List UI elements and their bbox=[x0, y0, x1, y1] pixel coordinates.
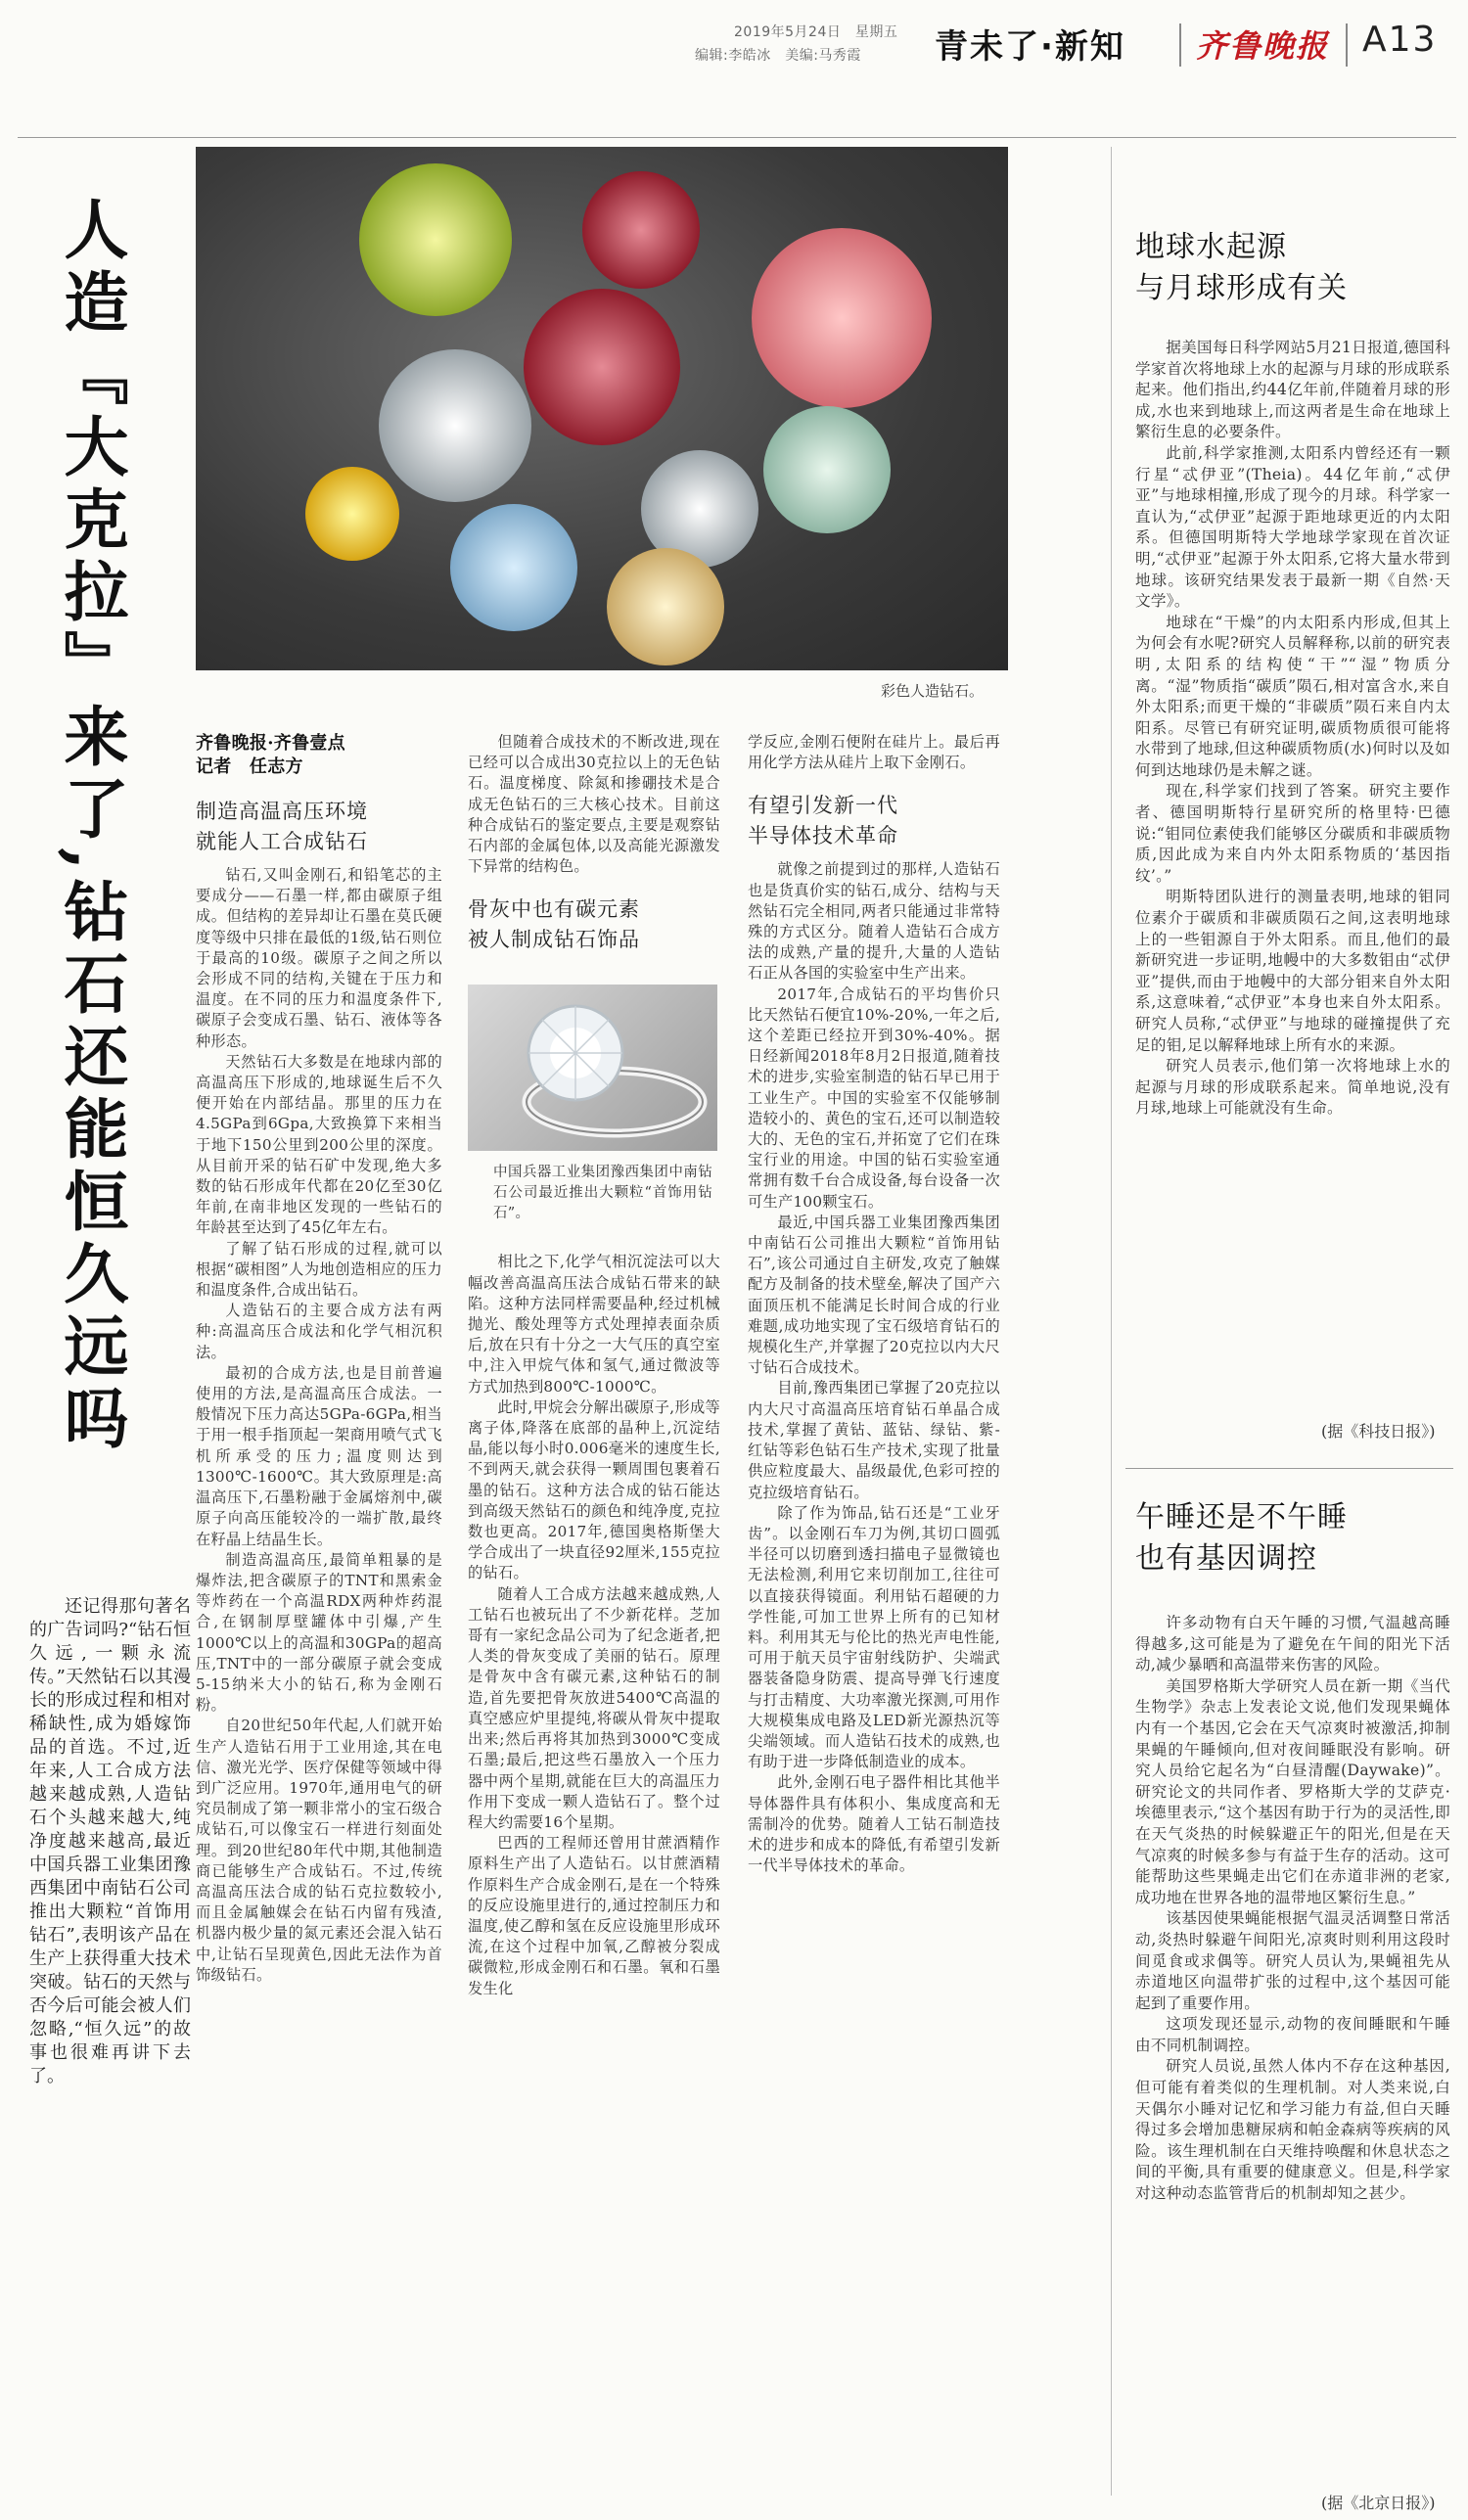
masthead-divider bbox=[1179, 23, 1181, 67]
paragraph: 就像之前提到过的那样,人造钻石也是货真价实的钻石,成分、结构与天然钻石完全相同,两者只能通过非常特殊的方式区分。随着人造钻石合成方法的成熟,产量的提升,大量的人造钻石正从各国的实验室中生产出来。 bbox=[748, 860, 1000, 983]
side2-headline-line1: 午睡还是不午睡 bbox=[1135, 1500, 1348, 1535]
byline-reporter: 记者 任志方 bbox=[196, 756, 303, 777]
paragraph: 学反应,金刚石便附在硅片上。最后再用化学方法从硅片上取下金刚石。 bbox=[748, 733, 1000, 772]
side1-headline bbox=[1135, 227, 1348, 309]
paragraph: 制造高温高压,最简单粗暴的是爆炸法,把含碳原子的TNT和黑索金等炸药在一个高温RDX两种炸药混合,在钢制厚壁罐体中引爆,产生1000℃以上的高温和30GPa的超高压,TNT中的一部分碳原子就会变成5-15纳米大小的钻石,称为金刚石粉。 bbox=[196, 1550, 442, 1715]
byline-outlet: 齐鲁晚报·齐鲁壹点 bbox=[196, 733, 345, 754]
paragraph: 2017年,合成钻石的平均售价只比天然钻石便宜10%-20%,一年之后,这个差距已经拉开到30%-40%。据日经新闻2018年8月2日报道,随着技术的进步,实验室制造的钻石早已用于工业生产。中国的实验室不仅能够制造较小的、黄色的宝石,还可以制造较大的、无色的宝石,并拓宽了它们在珠宝行业的用途。中国的钻石实验室通常拥有数千台合成设备,每台设备一次可生产100颗宝石。 bbox=[748, 985, 1000, 1211]
side2-body bbox=[1135, 1613, 1450, 2205]
masthead-rule bbox=[18, 137, 1456, 138]
ring-photo bbox=[468, 985, 717, 1151]
paragraph: 美国罗格斯大学研究人员在新一期《当代生物学》杂志上发表论文说,他们发现果蝇体内有一个基因,它会在天气凉爽时被激活,抑制果蝇的午睡倾向,但对夜间睡眠没有影响。研究人员给它起名为“白昼清醒(Daywake)”。研究论文的共同作者、罗格斯大学的艾萨克·埃德里表示,“这个基因有助于行为的灵活性,即在天气炎热的时候躲避正午的阳光,但是在天气凉爽的时候多参与有益于生存的活动。这可能帮助这些果蝇走出它们在赤道非洲的老家,成功地在世界各地的温带地区繁衍生息。” bbox=[1135, 1676, 1450, 1906]
masthead-divider bbox=[1346, 23, 1348, 67]
diamonds-illustration bbox=[196, 147, 1008, 670]
section-head-2 bbox=[468, 894, 720, 963]
paragraph: 相比之下,化学气相沉淀法可以大幅改善高温高压法合成钻石带来的缺陷。这种方法同样需要晶种,经过机械抛光、酸处理等方式处理掉表面杂质后,放在只有十分之一大气压的真空室中,注入甲烷气体和氢气,通过微波等方式加热到800℃-1000℃。 bbox=[468, 1253, 720, 1396]
paragraph: 研究人员说,虽然人体内不存在这种基因,但可能有着类似的生理机制。对人类来说,白天偶尔小睡对记忆和学习能力有益,但白天睡得过多会增加患糖尿病和帕金森病等疾病的风险。该生理机制在白天维持唤醒和休息状态之间的平衡,具有重要的健康意义。但是,科学家对这种动态监管背后的机制却知之甚少。 bbox=[1135, 2057, 1450, 2203]
paragraph: 但随着合成技术的不断改进,现在已经可以合成出30克拉以上的无色钻石。温度梯度、除氮和掺硼技术是合成无色钻石的三大核心技术。目前这种合成钻石的鉴定要点,主要是观察钻石内部的金属包体,以及高能光源激发下异常的结构色。 bbox=[468, 733, 720, 876]
side-divider bbox=[1125, 1468, 1453, 1469]
side1-source: (据《科技日报》) bbox=[1321, 1422, 1436, 1441]
side1-headline-line1: 地球水起源 bbox=[1135, 230, 1287, 264]
paragraph: 这项发现还显示,动物的夜间睡眠和午睡由不同机制调控。 bbox=[1135, 2015, 1450, 2054]
paragraph: 最初的合成方法,也是目前普遍使用的方法,是高温高压合成法。一般情况下压力高达5GPa-6GPa,相当于用一根手指顶起一架商用喷气式飞机所承受的压力;温度则达到1300℃-1600℃。其大致原理是:高温高压下,石墨粉融于金属熔剂中,碳原子向高压能较冷的一端扩散,最终在籽晶上结晶生长。 bbox=[196, 1363, 442, 1548]
brand-logo: 齐鲁晚报 bbox=[1196, 27, 1330, 65]
photo-caption: 彩色人造钻石。 bbox=[881, 682, 985, 700]
paragraph: 该基因使果蝇能根据气温灵活调整日常活动,炎热时躲避午间阳光,凉爽时则利用这段时间觅食或求偶等。研究人员认为,果蝇祖先从赤道地区向温带扩张的过程中,这个基因可能起到了重要作用。 bbox=[1135, 1909, 1450, 2012]
paragraph: 人造钻石的主要合成方法有两种:高温高压合成法和化学气相沉积法。 bbox=[196, 1302, 442, 1361]
paragraph: 研究人员表示,他们第一次将地球上水的起源与月球的形成联系起来。简单地说,没有月球,地球上可能就没有生命。 bbox=[1135, 1057, 1450, 1118]
paragraph: 许多动物有白天午睡的习惯,气温越高睡得越多,这可能是为了避免在午间的阳光下活动,减少暴晒和高温带来伤害的风险。 bbox=[1135, 1614, 1450, 1674]
issue-editors: 编辑:李皓冰 美编:马秀霞 bbox=[695, 48, 861, 64]
paragraph: 巴西的工程师还曾用甘蔗酒精作原料生产出了人造钻石。以甘蔗酒精作原料生产合成金刚石,是在一个特殊的反应设施里进行的,通过控制压力和温度,使乙醇和氢在反应设施里形成环流,在这个过程中加氧,乙醇被分裂成碳微粒,形成金刚石和石墨。氧和石墨发生化 bbox=[468, 1834, 720, 1997]
paragraph: 目前,豫西集团已掌握了20克拉以内大尺寸高温高压培育钻石单晶合成技术,掌握了黄钻、蓝钻、绿钻、紫-红钻等彩色钻石生产技术,实现了批量供应粒度最大、晶级最优,色彩可控的克拉级培育钻石。 bbox=[748, 1379, 1000, 1501]
side2-source: (据《北京日报》) bbox=[1321, 2494, 1436, 2512]
section-head-2-line2: 被人制成钻石饰品 bbox=[468, 928, 640, 952]
paragraph: 最近,中国兵器工业集团豫西集团中南钻石公司推出大颗粒“首饰用钻石”,该公司通过自主研发,攻克了触媒配方及制备的技术壁垒,解决了国产六面顶压机不能满足长时间合成的行业难题,成功地实现了宝石级培育钻石的规模化生产,并掌握了20克拉以内大尺寸钻石合成技术。 bbox=[748, 1213, 1000, 1377]
main-headline: 人造『大克拉』来了,钻石还能恒久远吗 bbox=[53, 196, 129, 1457]
page-number: A13 bbox=[1362, 20, 1438, 60]
section-head-3-line2: 半导体技术革命 bbox=[748, 824, 898, 848]
section-head-1 bbox=[196, 797, 442, 865]
article-intro bbox=[29, 1595, 191, 2088]
paragraph: 明斯特团队进行的测量表明,地球的钼同位素介于碳质和非碳质陨石之间,这表明地球上的一些钼源自于外太阳系。而且,他们的最新研究进一步证明,地幔中的大多数钼由“忒伊亚”提供,而由于地幔中的大部分钼来自外太阳系,这意味着,“忒伊亚”本身也来自外太阳系。研究人员称,“忒伊亚”与地球的碰撞提供了充足的钼,足以解释地球上所有水的来源。 bbox=[1135, 888, 1450, 1054]
section-head-2-line1: 骨灰中也有碳元素 bbox=[468, 897, 640, 922]
section-head-1-line1: 制造高温高压环境 bbox=[196, 800, 368, 823]
paragraph: 地球在“干燥”的内太阳系内形成,但其上为何会有水呢?研究人员解释称,以前的研究表明,太阳系的结构使“干”“湿”物质分离。“湿”物质指“碳质”陨石,相对富含水,来自外太阳系;而更干燥的“非碳质”陨石来自内太阳系。尽管已有研究证明,碳质物质很可能将水带到了地球,但这种碳质物质(水)何时以及如何到达地球仍是未解之谜。 bbox=[1135, 613, 1450, 779]
issue-date: 2019年5月24日 星期五 bbox=[734, 24, 898, 40]
paragraph: 随着人工合成方法越来越成熟,人工钻石也被玩出了不少新花样。芝加哥有一家纪念品公司为了纪念逝者,把人类的骨灰变成了美丽的钻石。原理是骨灰中含有碳元素,这种钻石的制造,首先要把骨灰放进5400℃高温的真空感应炉里提纯,将碳从骨灰中提取出来;然后再将其加热到3000℃变成石墨;最后,把这些石墨放入一个压力器中两个星期,就能在巨大的高温压力作用下变成一颗人造钻石了。整个过程大约需要16个星期。 bbox=[468, 1584, 720, 1831]
paragraph: 钻石,又叫金刚石,和铅笔芯的主要成分——石墨一样,都由碳原子组成。但结构的差异却让石墨在莫氏硬度等级中只排在最低的1级,钻石则位于最高的10级。碳原子之间之所以会形成不同的结构,关键在于压力和温度。在不同的压力和温度条件下,碳原子会变成石墨、钻石、液体等各种形态。 bbox=[196, 866, 442, 1050]
section-head-1-line2: 就能人工合成钻石 bbox=[196, 830, 368, 853]
paragraph: 了解了钻石形成的过程,就可以根据“碳相图”人为地创造相应的压力和温度条件,合成出钻石。 bbox=[196, 1239, 442, 1300]
paragraph: 此前,科学家推测,太阳系内曾经还有一颗行星“忒伊亚”(Theia)。44亿年前,“忒伊亚”与地球相撞,形成了现今的月球。科学家一直认为,“忒伊亚”起源于距地球更近的内太阳系。但德国明斯特大学地球学家现在首次证明,“忒伊亚”起源于外太阳系,它将大量水带到地球。该研究结果发表于最新一期《自然·天文学》。 bbox=[1135, 443, 1450, 611]
main-column-2 bbox=[468, 732, 720, 1999]
ring-illustration bbox=[468, 985, 717, 1151]
paragraph: 此时,甲烷会分解出碳原子,形成等离子体,降落在底部的晶种上,沉淀结晶,能以每小时0.006毫米的速度生长,不到两天,就会获得一颗周围包裹着石墨的钻石。这种方法合成的钻石能达到高级天然钻石的颜色和纯净度,克拉数也更高。2017年,德国奥格斯堡大学合成出了一块直径92厘米,155克拉的钻石。 bbox=[468, 1397, 720, 1582]
paragraph: 据美国每日科学网站5月21日报道,德国科学家首次将地球上水的起源与月球的形成联系起来。他们指出,约44亿年前,伴随着月球的形成,水也来到地球上,而这两者是生命在地球上繁衍生息的必要条件。 bbox=[1135, 339, 1450, 441]
side1-headline-line2: 与月球形成有关 bbox=[1135, 271, 1348, 305]
paragraph: 除了作为饰品,钻石还是“工业牙齿”。以金刚石车刀为例,其切口圆弧半径可以切磨到透扫描电子显微镜也无法检测,利用它来切削加工,往往可以直接获得镜面。利用钻石超硬的力学性能,可加工世界上所有的已知材料。利用其无与伦比的热光声电性能,可用于航天员宇宙射线防护、尖端武器装备隐身防震、提高导弹飞行速度与打击精度、大功率激光探测,可用作大规模集成电路及LED新光源热沉等尖端领域。而人造钻石技术的成熟,也有助于进一步降低制造业的成本。 bbox=[748, 1503, 1000, 1771]
side1-body bbox=[1135, 338, 1450, 1120]
column-title: 青未了·新知 bbox=[935, 27, 1125, 67]
side2-headline-line2: 也有基因调控 bbox=[1135, 1541, 1317, 1576]
main-column-1 bbox=[196, 732, 442, 1986]
paragraph: 现在,科学家们找到了答案。研究主要作者、德国明斯特行星研究所的格里特·巴德说:“钼同位素使我们能够区分碳质和非碳质物质,因此成为来自内外太阳系物质的‘基因指纹’。” bbox=[1135, 782, 1450, 885]
colored-diamonds-photo bbox=[196, 147, 1008, 670]
section-head-3 bbox=[748, 791, 1000, 859]
main-column-3 bbox=[748, 732, 1000, 1876]
side2-headline bbox=[1135, 1497, 1348, 1580]
ring-caption: 中国兵器工业集团豫西集团中南钻石公司最近推出大颗粒“首饰用钻石”。 bbox=[493, 1165, 712, 1222]
intro-text: 还记得那句著名的广告词吗?“钻石恒久远,一颗永流传。”天然钻石以其漫长的形成过程和相对稀缺性,成为婚嫁饰品的首选。不过,近年来,人工合成方法越来越成熟,人造钻石个头越来越大,纯净度越来越高,最近中国兵器工业集团豫西集团中南钻石公司推出大颗粒“首饰用钻石”,表明该产品在生产上获得重大技术突破。钻石的天然与否今后可能会被人们忽略,“恒久远”的故事也很难再讲下去了。 bbox=[29, 1596, 191, 2086]
paragraph: 自20世纪50年代起,人们就开始生产人造钻石用于工业用途,其在电信、激光光学、医疗保健等领域中得到广泛应用。1970年,通用电气的研究员制成了第一颗非常小的宝石级合成钻石,可以像宝石一样进行刻面处理。到20世纪80年代中期,其他制造商已能够生产合成钻石。不过,传统高温高压法合成的钻石克拉数较小,而且金属触媒会在钻石内留有残渣,机器内极少量的氮元素还会混入钻石中,让钻石呈现黄色,因此无法作为首饰级钻石。 bbox=[196, 1717, 442, 1984]
paragraph: 天然钻石大多数是在地球内部的高温高压下形成的,地球诞生后不久便开始在内部结晶。那里的压力在4.5GPa到6Gpa,大致换算下来相当于地下150公里到200公里的深度。从目前开采的钻石矿中发现,绝大多数的钻石形成年代都在20亿至30亿年前,在南非地区发现的一些钻石的年龄甚至达到了45亿年左右。 bbox=[196, 1052, 442, 1237]
column-divider bbox=[1111, 147, 1112, 2496]
section-head-3-line1: 有望引发新一代 bbox=[748, 794, 898, 818]
paragraph: 此外,金刚石电子器件相比其他半导体器件具有体积小、集成度高和无需制冷的优势。随着人工钻石制造技术的进步和成本的降低,有希望引发新一代半导体技术的革命。 bbox=[748, 1773, 1000, 1875]
